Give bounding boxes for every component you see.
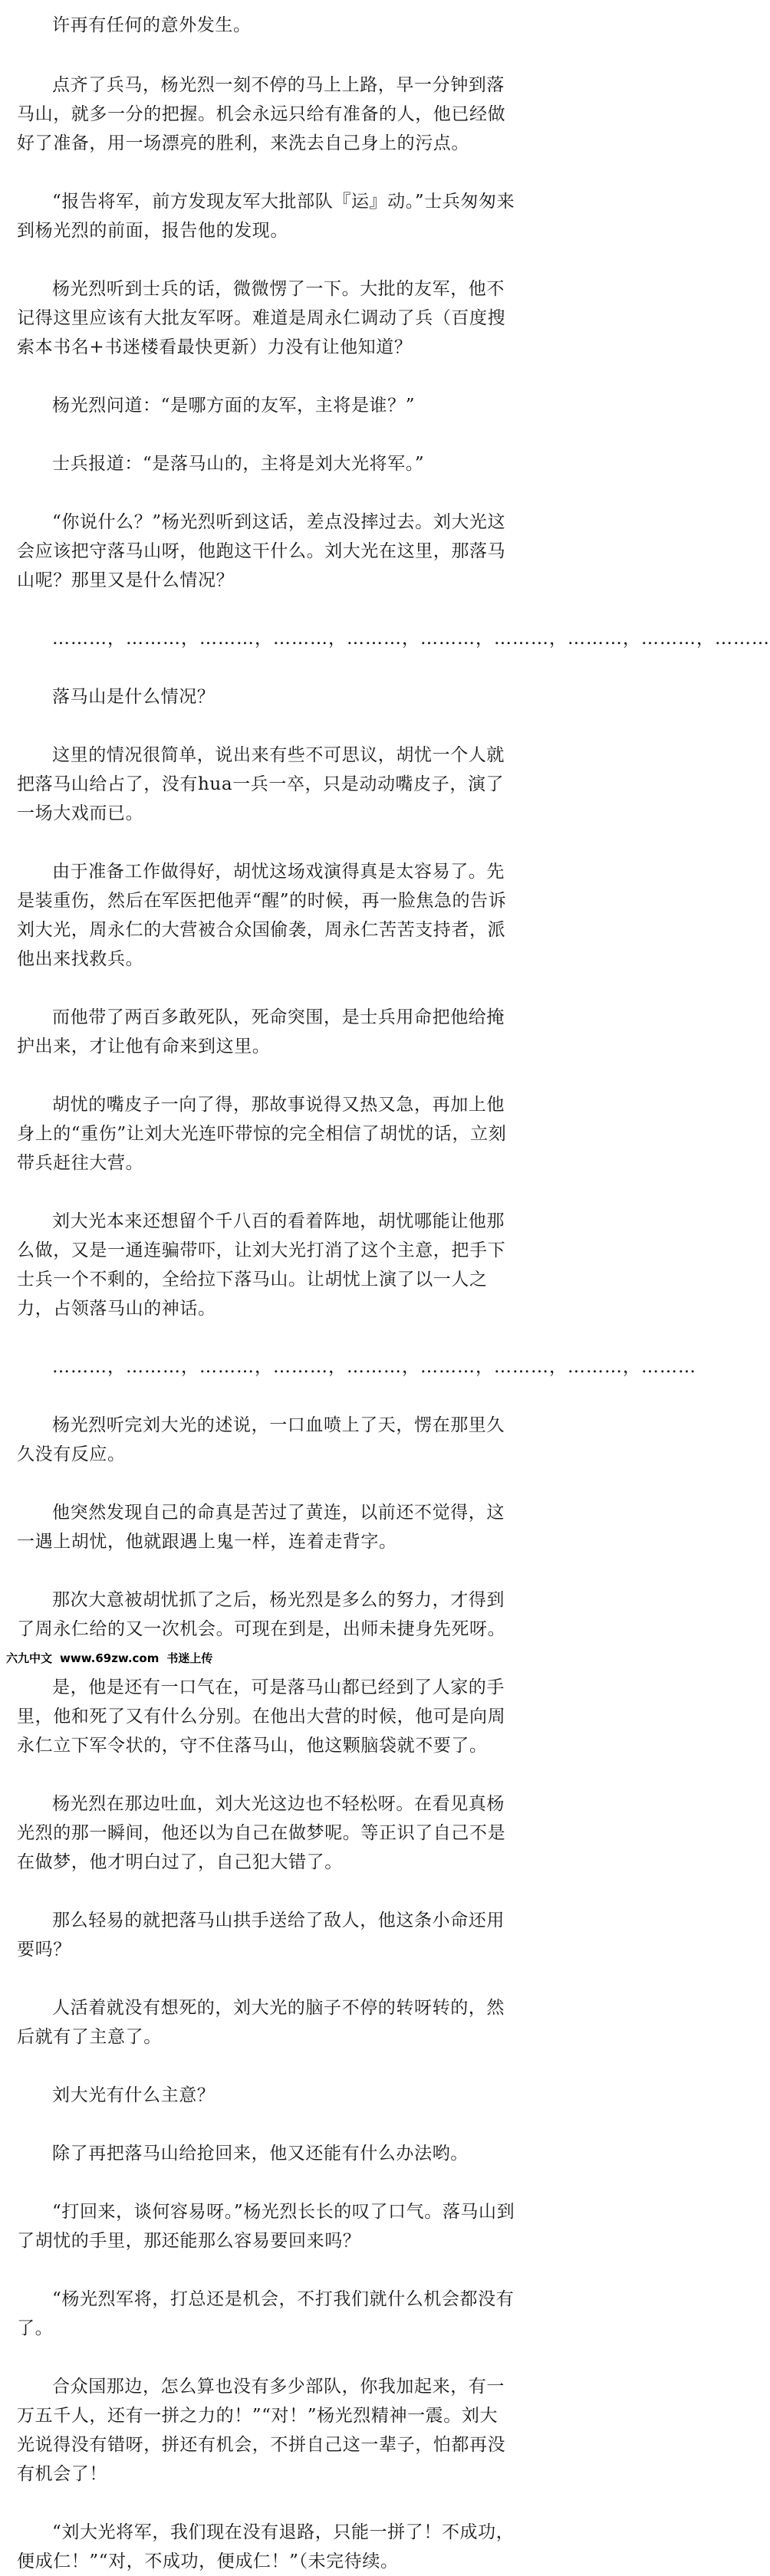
paragraph: 这里的情况很简单，说出来有些不可思议，胡忧一个人就把落马山给占了，没有hua一兵一卒，只是动动嘴皮子，演了一场大戏而已。 [17, 745, 505, 823]
paragraph: 点齐了兵马，杨光烈一刻不停的马上上路，早一分钟到落马山，就多一分的把握。机会永远只给有准备的人，他已经做好了准备，用一场漂亮的胜利，来洗去自己身上的污点。 [17, 75, 506, 153]
paragraph: 胡忧的嘴皮子一向了得，那故事说得又热又急，再加上他身上的“重伤”让刘大光连吓带惊的完全相信了胡忧的话，立刻带兵赶往大营。 [17, 1095, 507, 1173]
paragraph: “打回来，谈何容易呀。”杨光烈长长的叹了口气。落马山到了胡忧的手里，那还能那么容易要回来吗？ [17, 2202, 515, 2251]
paragraph: 许再有任何的意外发生。 [52, 15, 252, 35]
paragraph: “杨光烈军将，打总还是机会，不打我们就什么机会都没有了。 [17, 2289, 515, 2338]
paragraph: 合众国那边，怎么算也没有多少部队，你我加起来，有一万五千人，还有一拼之力的！”“对！”杨光烈精神一震。刘大光说得没有错呀，拼还有机会，不拼自己这一辈子，怕都再没有机会了！ [17, 2377, 506, 2484]
paragraph: 刘大光有什么主意？ [52, 2085, 216, 2105]
paragraph: 士兵报道：“是落马山的，主将是刘大光将军。” [52, 454, 425, 474]
paragraph: 杨光烈问道：“是哪方面的友军，主将是谁？” [52, 396, 416, 416]
watermark-brand: 六九中文 [6, 1651, 53, 1665]
paragraph: 由于准备工作做得好，胡忧这场戏演得真是太容易了。先是装重伤，然后在军医把他弄“醒”的时候，再一脸焦急的告诉刘大光，周永仁的大营被合众国偷袭，周永仁苦苦支持者，派他出来找救兵。 [17, 862, 507, 969]
paragraph: 落马山是什么情况？ [52, 687, 216, 707]
paragraph: 那次大意被胡忧抓了之后，杨光烈是多么的努力，才得到了周永仁给的又一次机会。可现在到是，出师未捷身先死呀。 [17, 1590, 506, 1639]
ellipsis-separator: ………，………，………，………，………，………，………，………，………，……… [52, 629, 770, 649]
paragraph: 刘大光本来还想留个千八百的看着阵地，胡忧哪能让他那么做，又是一通连骗带吓，让刘大光打消了这个主意，把手下士兵一个不剩的，全给拉下落马山。让胡忧上演了以一人之力，占领落马山的神话。 [17, 1211, 506, 1319]
watermark-site: www.69zw.com [60, 1651, 160, 1665]
paragraph: 是，他是还有一口气在，可是落马山都已经到了人家的手里，他和死了又有什么分别。在他出大营的时候，他可是向周永仁立下军令状的，守不住落马山，他这颗脑袋就不要了。 [17, 1677, 506, 1756]
paragraph: “你说什么？”杨光烈听到这话，差点没摔过去。刘大光这会应该把守落马山呀，他跑这干什么。刘大光在这里，那落马山呢？那里又是什么情况？ [17, 512, 506, 590]
paragraph: 杨光烈听到士兵的话，微微愣了一下。大批的友军，他不记得这里应该有大批友军呀。难道是周永仁调动了兵（百度搜索本书名+书迷楼看最快更新）力没有让他知道？ [17, 279, 506, 357]
watermark-note: 书迷上传 [166, 1651, 213, 1665]
paragraph: 那么轻易的就把落马山拱手送给了敌人，他这条小命还用要吗？ [17, 1911, 505, 1960]
ellipsis-separator: ………，………，………，………，………，………，………，………，……… [52, 1357, 696, 1377]
site-watermark [6, 1650, 515, 1667]
paragraph: 他突然发现自己的命真是苦过了黄连，以前还不觉得，这一遇上胡忧，他就跟遇上鬼一样，连着走背字。 [17, 1503, 505, 1552]
paragraph: 人活着就没有想死的，刘大光的脑子不停的转呀转的，然后就有了主意了。 [17, 1998, 505, 2047]
paragraph: “报告将军，前方发现友军大批部队『运』动。”士兵匆匆来到杨光烈的前面，报告他的发现。 [17, 192, 515, 241]
paragraph: 而他带了两百多敢死队，死命突围，是士兵用命把他给掩护出来，才让他有命来到这里。 [17, 1007, 505, 1056]
paragraph: 除了再把落马山给抢回来，他又还能有什么办法哟。 [52, 2144, 469, 2164]
paragraph: 杨光烈听完刘大光的述说，一口血喷上了天，愣在那里久久没有反应。 [17, 1415, 505, 1464]
paragraph: “刘大光将军，我们现在没有退路，只能一拼了！不成功，便成仁！”“对，不成功，便成仁！”（未完待续。 [17, 2522, 515, 2571]
paragraph: 杨光烈在那边吐血，刘大光这边也不轻松呀。在看见真杨光烈的那一瞬间，他还以为自己在做梦呢。等正识了自己不是在做梦，他才明白过了，自己犯大错了。 [17, 1794, 506, 1872]
